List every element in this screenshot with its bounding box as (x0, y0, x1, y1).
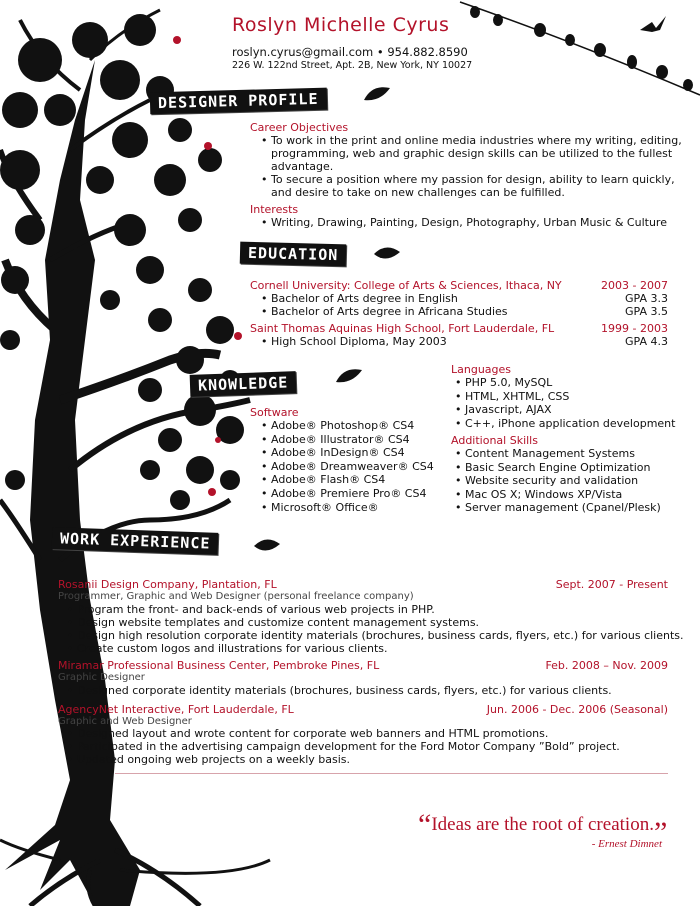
school-1-gpa-1: GPA 3.3 (625, 292, 668, 305)
job-2-dates: Feb. 2008 – Nov. 2009 (545, 659, 668, 672)
school-2-degree-1: • High School Diploma, May 2003 (260, 335, 447, 348)
job-3-role: Graphic and Web Designer (58, 716, 192, 727)
job-2-role: Graphic Designer (58, 672, 145, 683)
quote-text: Ideas are the root of creation. (431, 814, 654, 835)
career-item-2: • To secure a position where my passion for design, ability to learn quickly, and desire to take on new challenges can be fulfilled. (260, 173, 682, 199)
quote-close: ” (653, 816, 668, 849)
job-2-list: • Designed corporate identity materials (brochures, business cards, flyers, etc.) for various clients. (66, 684, 612, 697)
address: 226 W. 122nd Street, Apt. 2B, New York, NY 10027 (232, 60, 473, 71)
section-designer-profile: DESIGNER PROFILE (150, 88, 327, 115)
skills-heading: Additional Skills (451, 434, 538, 447)
school-2-gpa-1: GPA 4.3 (625, 335, 668, 348)
school-1-gpa-2: GPA 3.5 (625, 305, 668, 318)
applicant-name: Roslyn Michelle Cyrus (232, 14, 450, 36)
contact-line: roslyn.cyrus@gmail.com • 954.882.8590 (232, 45, 468, 59)
job-3-company: AgencyNet Interactive, Fort Lauderdale, FL (58, 703, 294, 716)
school-1-degree-2: • Bachelor of Arts degree in Africana Studies (260, 305, 508, 318)
school-1-name: Cornell University: College of Arts & Sciences, Ithaca, NY (250, 279, 562, 292)
section-work-experience: WORK EXPERIENCE (52, 527, 219, 555)
birds-on-wire (450, 0, 700, 110)
career-item-1: • To work in the print and online media industries where my writing, editing, programming, web and graphic design skills can be utilized to the fullest advantage. (260, 134, 682, 173)
job-1-company: Rosanii Design Company, Plantation, FL (58, 578, 277, 591)
software-heading: Software (250, 406, 299, 419)
interests-list (260, 216, 667, 229)
divider (115, 773, 668, 774)
section-education: EDUCATION (240, 242, 347, 267)
languages-heading: Languages (451, 363, 512, 376)
job-1-list: • Program the front- and back-ends of various web projects in PHP. • Design website templates and customize content management systems. • Design high resolution corporate identity materials (brochures, business cards, flyers, etc.) for various clients. • Create custom logos and illustrations for various clients. (66, 603, 684, 655)
interests-heading: Interests (250, 203, 299, 216)
quote-author: - Ernest Dimnet (591, 838, 662, 850)
career-list (260, 134, 682, 199)
skills-list: • Content Management Systems • Basic Search Engine Optimization • Website security and validation • Mac OS X; Windows XP/Vista • Server management (Cpanel/Plesk) (454, 447, 661, 515)
job-3-dates: Jun. 2006 - Dec. 2006 (Seasonal) (486, 703, 668, 716)
job-1-dates: Sept. 2007 - Present (555, 578, 668, 591)
interests-item: • Writing, Drawing, Painting, Design, Photography, Urban Music & Culture (260, 216, 667, 229)
leaf-icon (362, 84, 392, 104)
school-2-dates: 1999 - 2003 (601, 322, 668, 335)
leaf-icon (334, 366, 364, 386)
languages-list: • PHP 5.0, MySQL • HTML, XHTML, CSS • Javascript, AJAX • C++, iPhone application development (454, 376, 675, 430)
job-2-company: Miramar Professional Business Center, Pembroke Pines, FL (58, 659, 380, 672)
job-1-role: Programmer, Graphic and Web Designer (personal freelance company) (58, 591, 414, 602)
leaf-icon (372, 244, 402, 264)
tree-illustration (0, 0, 300, 906)
job-3-list: • Designed layout and wrote content for corporate web banners and HTML promotions. • Participated in the advertising campaign development for the Ford Motor Company ”Bold” project. • Updated ongoing web projects on a weekly basis. (66, 727, 620, 766)
leaf-icon (252, 536, 282, 556)
school-1-degree-1: • Bachelor of Arts degree in English (260, 292, 458, 305)
section-knowledge: KNOWLEDGE (190, 371, 297, 397)
school-2-name: Saint Thomas Aquinas High School, Fort Lauderdale, FL (250, 322, 555, 335)
school-1-dates: 2003 - 2007 (601, 279, 668, 292)
software-list: • Adobe® Photoshop® CS4 • Adobe® Illustrator® CS4 • Adobe® InDesign® CS4 • Adobe® Dreamweaver® CS4 • Adobe® Flash® CS4 • Adobe® Premiere Pro® CS4 • Microsoft® Office® (260, 419, 434, 514)
quote-open: “ (418, 808, 432, 841)
career-heading: Career Objectives (250, 121, 349, 134)
